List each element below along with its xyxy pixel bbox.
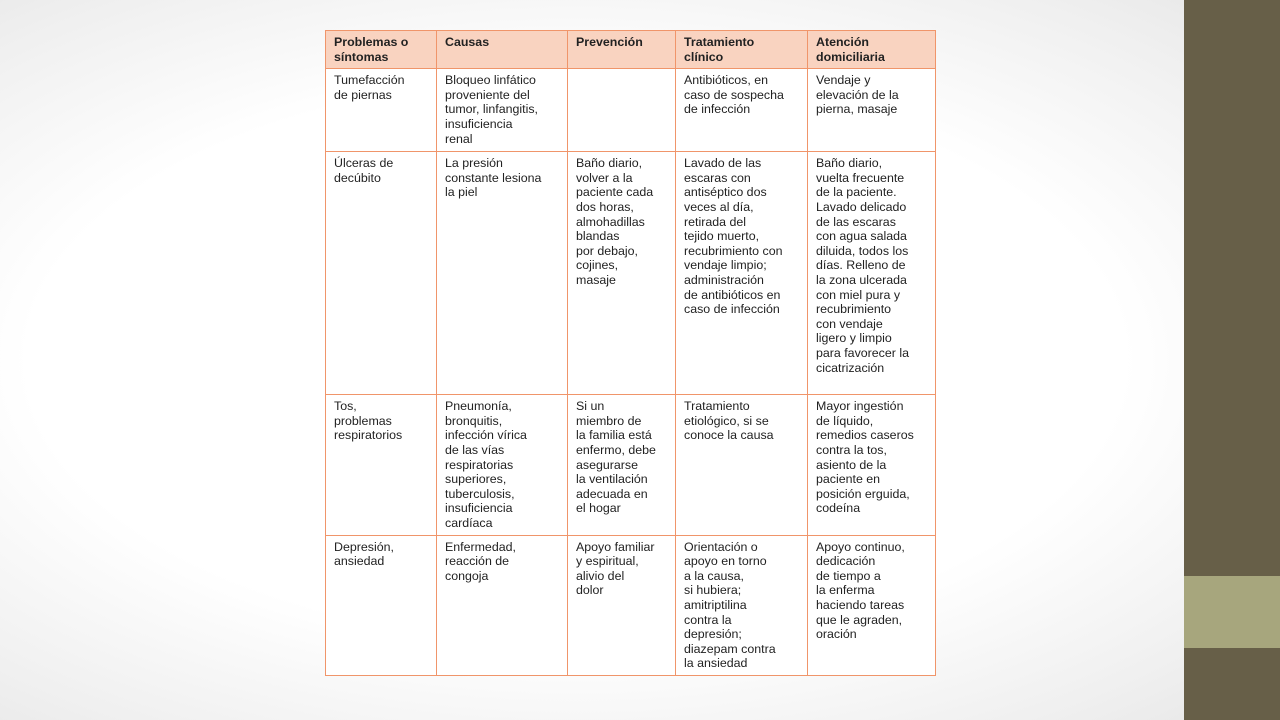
table-cell: Enfermedad, reacción de congoja [437, 535, 568, 675]
table-cell: Bloqueo linfático proveniente del tumor, linfangitis, insuficiencia renal [437, 69, 568, 152]
table-cell: Apoyo continuo, dedicación de tiempo a la enferma haciendo tareas que le agraden, oración [808, 535, 936, 675]
table-cell: Orientación o apoyo en torno a la causa, si hubiera; amitriptilina contra la depresión; diazepam contra la ansiedad [676, 535, 808, 675]
header-problemas: Problemas o síntomas [326, 31, 437, 69]
table-cell: Si un miembro de la familia está enfermo, debe asegurarse la ventilación adecuada en el hogar [568, 395, 676, 535]
table-cell: La presión constante lesiona la piel [437, 152, 568, 395]
table-cell: Tratamiento etiológico, si se conoce la causa [676, 395, 808, 535]
table-cell: Mayor ingestión de líquido, remedios caseros contra la tos, asiento de la paciente en posición erguida, codeína [808, 395, 936, 535]
header-tratamiento: Tratamiento clínico [676, 31, 808, 69]
table-row [326, 152, 936, 395]
header-atencion: Atención domiciliaria [808, 31, 936, 69]
table-cell: Baño diario, volver a la paciente cada dos horas, almohadillas blandas por debajo, cojines, masaje [568, 152, 676, 395]
table-cell: Pneumonía, bronquitis, infección vírica de las vías respiratorias superiores, tuberculosis, insuficiencia cardíaca [437, 395, 568, 535]
table-header-row [326, 31, 936, 69]
header-prevencion: Prevención [568, 31, 676, 69]
table-row [326, 535, 936, 675]
table-cell: Antibióticos, en caso de sospecha de infección [676, 69, 808, 152]
symptoms-table-container [325, 30, 935, 676]
decorative-side-accent [1184, 576, 1280, 648]
table-cell: Vendaje y elevación de la pierna, masaje [808, 69, 936, 152]
table-cell: Tos, problemas respiratorios [326, 395, 437, 535]
table-row [326, 395, 936, 535]
table-row [326, 69, 936, 152]
table-cell: Depresión, ansiedad [326, 535, 437, 675]
header-causas: Causas [437, 31, 568, 69]
table-cell: Úlceras de decúbito [326, 152, 437, 395]
table-cell: Lavado de las escaras con antiséptico dos veces al día, retirada del tejido muerto, recubrimiento con vendaje limpio; administración de antibióticos en caso de infección [676, 152, 808, 395]
symptoms-table [325, 30, 936, 676]
table-cell: Baño diario, vuelta frecuente de la paciente. Lavado delicado de las escaras con agua salada diluida, todos los días. Relleno de la zona ulcerada con miel pura y recubrimiento con vendaje ligero y limpio para favorecer la cicatrización [808, 152, 936, 395]
table-cell: Tumefacción de piernas [326, 69, 437, 152]
table-cell: Apoyo familiar y espiritual, alivio del dolor [568, 535, 676, 675]
table-cell [568, 69, 676, 152]
